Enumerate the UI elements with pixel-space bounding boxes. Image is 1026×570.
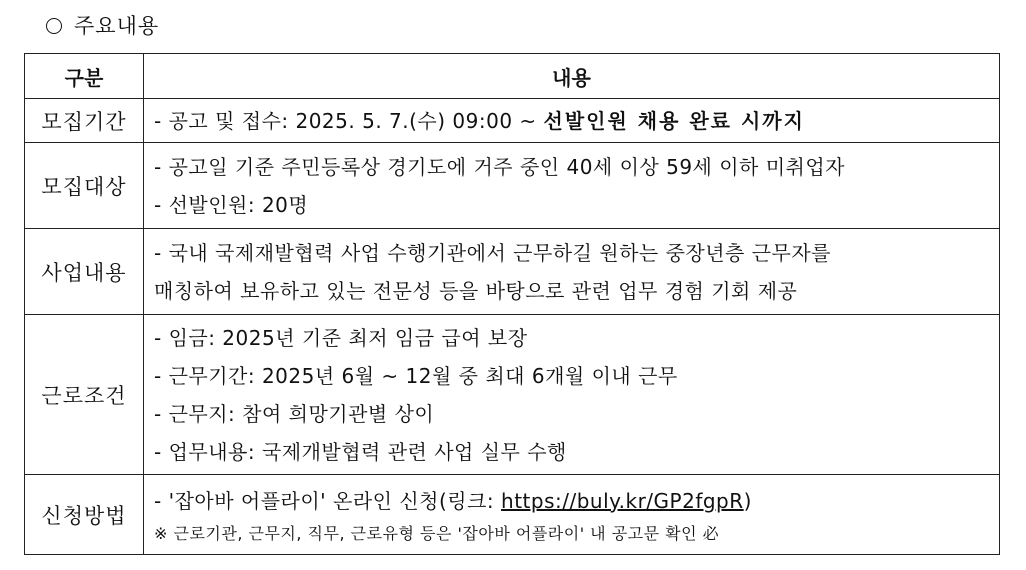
table-header-row: [25, 54, 1000, 99]
application-link[interactable]: https://buly.kr/GP2fgpR: [501, 488, 744, 513]
content-line: [154, 102, 999, 140]
row-label-target: 모집대상: [25, 143, 144, 229]
table-row: [25, 475, 1000, 555]
header-content: 내용: [144, 54, 1000, 99]
table-row: [25, 315, 1000, 475]
content-line: - 임금: 2025년 기준 최저 임금 급여 보장: [154, 325, 528, 350]
content-line: - 선발인원: 20명: [154, 192, 309, 217]
recruitment-info-table: [24, 53, 1000, 555]
row-label-conditions: 근로조건: [25, 315, 144, 475]
application-prefix: - '잡아바 어플라이' 온라인 신청(링크:: [154, 488, 502, 513]
table-row: [25, 99, 1000, 143]
period-deadline: 선발인원 채용 완료 시까지: [543, 108, 805, 133]
row-content-business: [144, 229, 1000, 315]
content-line: [154, 482, 999, 520]
table-row: [25, 143, 1000, 229]
row-label-recruit-period: 모집기간: [25, 99, 144, 143]
content-line: - 근무기간: 2025년 6월 ~ 12월 중 최대 6개월 이내 근무: [154, 363, 678, 388]
application-note: ※ 근로기관, 근무지, 직무, 근로유형 등은 '잡아바 어플라이' 내 공고문 확인 必: [154, 523, 720, 543]
content-line: - 업무내용: 국제개발협력 관련 사업 실무 수행: [154, 439, 567, 464]
content-line: 매칭하여 보유하고 있는 전문성 등을 바탕으로 관련 업무 경험 기회 제공: [154, 278, 798, 303]
row-content-conditions: [144, 315, 1000, 475]
content-line: - 국내 국제재발협력 사업 수행기관에서 근무하길 원하는 중장년층 근무자를: [154, 240, 831, 265]
section-heading: [46, 10, 159, 40]
row-label-business: 사업내용: [25, 229, 144, 315]
row-content-application: [144, 475, 1000, 555]
application-suffix: ): [743, 488, 752, 513]
row-content-target: [144, 143, 1000, 229]
circle-bullet-icon: [46, 18, 62, 34]
row-label-application: 신청방법: [25, 475, 144, 555]
content-line: - 공고일 기준 주민등록상 경기도에 거주 중인 40세 이상 59세 이하 미취업자: [154, 154, 846, 179]
row-content-recruit-period: [144, 99, 1000, 143]
content-line: - 근무지: 참여 희망기관별 상이: [154, 401, 435, 426]
header-category: 구분: [25, 54, 144, 99]
section-title: 주요내용: [74, 14, 160, 38]
period-text: - 공고 및 접수: 2025. 5. 7.(수) 09:00 ~: [154, 108, 544, 133]
table-row: [25, 229, 1000, 315]
